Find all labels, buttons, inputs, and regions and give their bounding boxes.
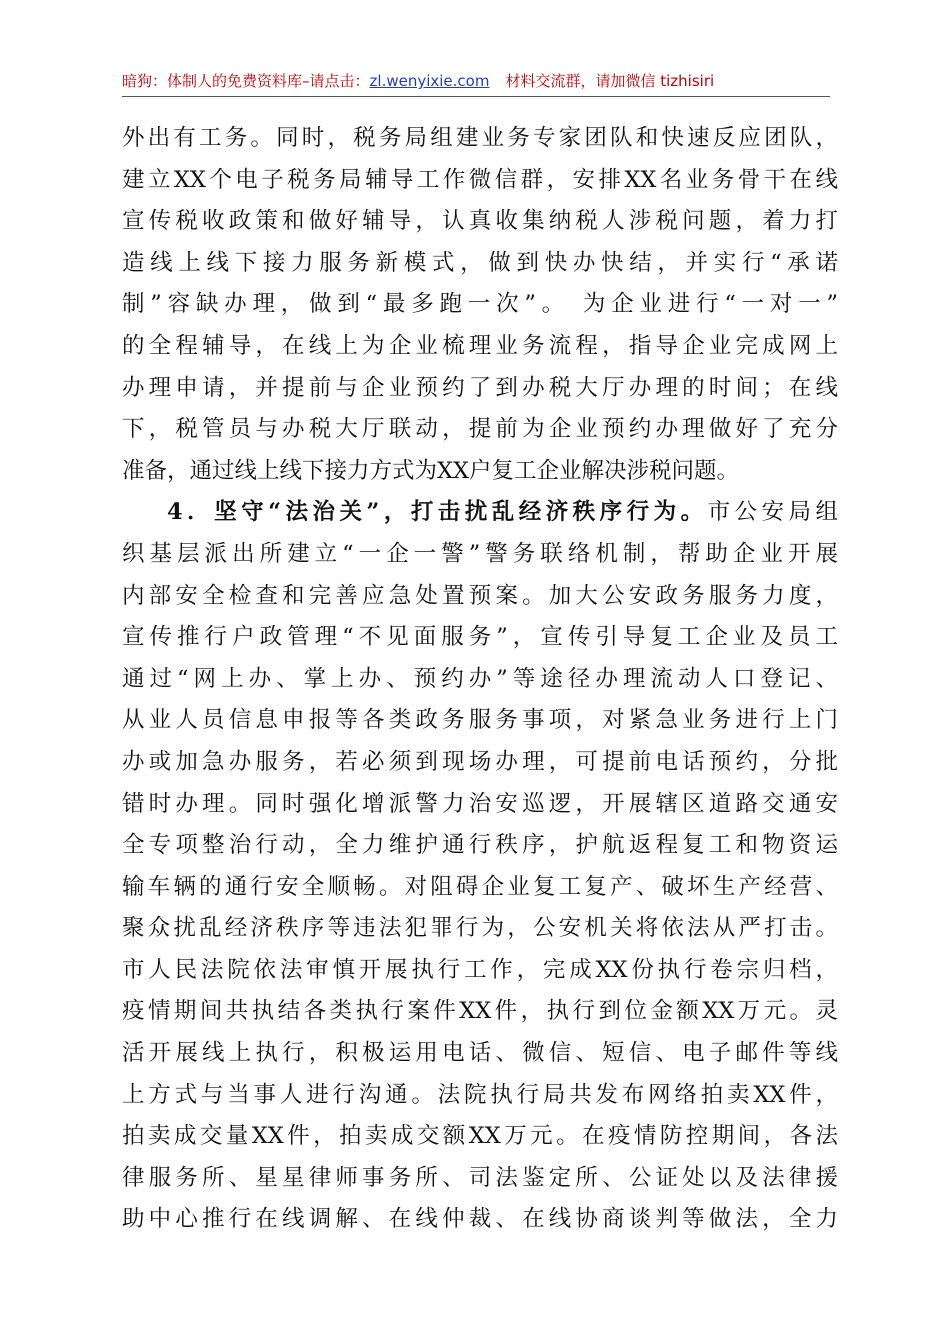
header-link[interactable]: zl.wenyixie.com bbox=[369, 72, 490, 90]
body-line: 办理申请，并提前与企业预约了到办税大厅办理的时间；在线 bbox=[122, 374, 838, 401]
body-line: 制”容缺办理，做到“最多跑一次”。 为企业进行“一对一” bbox=[122, 291, 838, 318]
body-line: 疫情期间共执结各类执行案件XX件，执行到位金额XX万元。灵 bbox=[122, 998, 838, 1025]
body-line: 织基层派出所建立“一企一警”警务联络机制，帮助企业开展 bbox=[122, 540, 838, 567]
body-line: 通过“网上办、掌上办、预约办”等途径办理流动人口登记、 bbox=[122, 665, 838, 692]
page-header bbox=[122, 66, 830, 97]
body-line: 律服务所、星星律师事务所、司法鉴定所、公证处以及法律援 bbox=[122, 1164, 838, 1191]
body-line: 准备，通过线上线下接力方式为XX户复工企业解决涉税问题。 bbox=[122, 457, 740, 484]
body-line: 全专项整治行动，全力维护通行秩序，护航返程复工和物资运 bbox=[122, 832, 838, 859]
body-line: 输车辆的通行安全顺畅。对阻碍企业复工复产、破坏生产经营、 bbox=[122, 873, 838, 900]
body-line: 造线上线下接力服务新模式，做到快办快结，并实行“承诺 bbox=[122, 249, 838, 276]
body-line: 助中心推行在线调解、在线仲裁、在线协商谈判等做法，全力 bbox=[122, 1206, 838, 1233]
body-line: 上方式与当事人进行沟通。法院执行局共发布网络拍卖XX件， bbox=[122, 1081, 838, 1108]
body-line: 外出有工务。同时，税务局组建业务专家团队和快速反应团队， bbox=[122, 125, 838, 151]
body-line: 错时办理。同时强化增派警力治安巡逻，开展辖区道路交通安 bbox=[122, 790, 838, 817]
body-line: 从业人员信息申报等各类政务服务事项，对紧急业务进行上门 bbox=[122, 707, 838, 734]
header-brand: 暗狗：体制人的免费资料库 bbox=[122, 72, 303, 90]
body-line: 建立XX个电子税务局辅导工作微信群，安排XX名业务骨干在线 bbox=[122, 166, 838, 193]
body-line: 活开展线上执行，积极运用电话、微信、短信、电子邮件等线 bbox=[122, 1040, 838, 1067]
section-heading-line bbox=[122, 492, 838, 534]
body-line: 内部安全检查和完善应急处置预案。加大公安政务服务力度， bbox=[122, 582, 838, 609]
body-line: 市人民法院依法审慎开展执行工作，完成XX份执行卷宗归档， bbox=[122, 956, 838, 983]
header-contact: 材料交流群，请加微信 tizhisiri bbox=[505, 72, 715, 90]
body-line: 的全程辅导，在线上为企业梳理业务流程，指导企业完成网上 bbox=[122, 332, 838, 359]
body-line: 聚众扰乱经济秩序等违法犯罪行为，公安机关将依法从严打击。 bbox=[122, 915, 838, 942]
section-heading: 4．坚守“法治关”，打击扰乱经济秩序行为。 bbox=[167, 499, 708, 526]
body-line: 下，税管员与办税大厅联动，提前为企业预约办理做好了充分 bbox=[122, 416, 838, 443]
section-heading-continuation: 市公安局组 bbox=[707, 499, 838, 526]
body-line: 办或加急办服务，若必须到现场办理，可提前电话预约，分批 bbox=[122, 748, 838, 775]
body-line: 宣传税收政策和做好辅导，认真收集纳税人涉税问题，着力打 bbox=[122, 208, 838, 235]
document-body bbox=[122, 118, 838, 1241]
body-line: 宣传推行户政管理“不见面服务”，宣传引导复工企业及员工 bbox=[122, 624, 838, 651]
header-prompt: –请点击： bbox=[302, 72, 370, 90]
body-line: 拍卖成交量XX件，拍卖成交额XX万元。在疫情防控期间，各法 bbox=[122, 1123, 838, 1150]
